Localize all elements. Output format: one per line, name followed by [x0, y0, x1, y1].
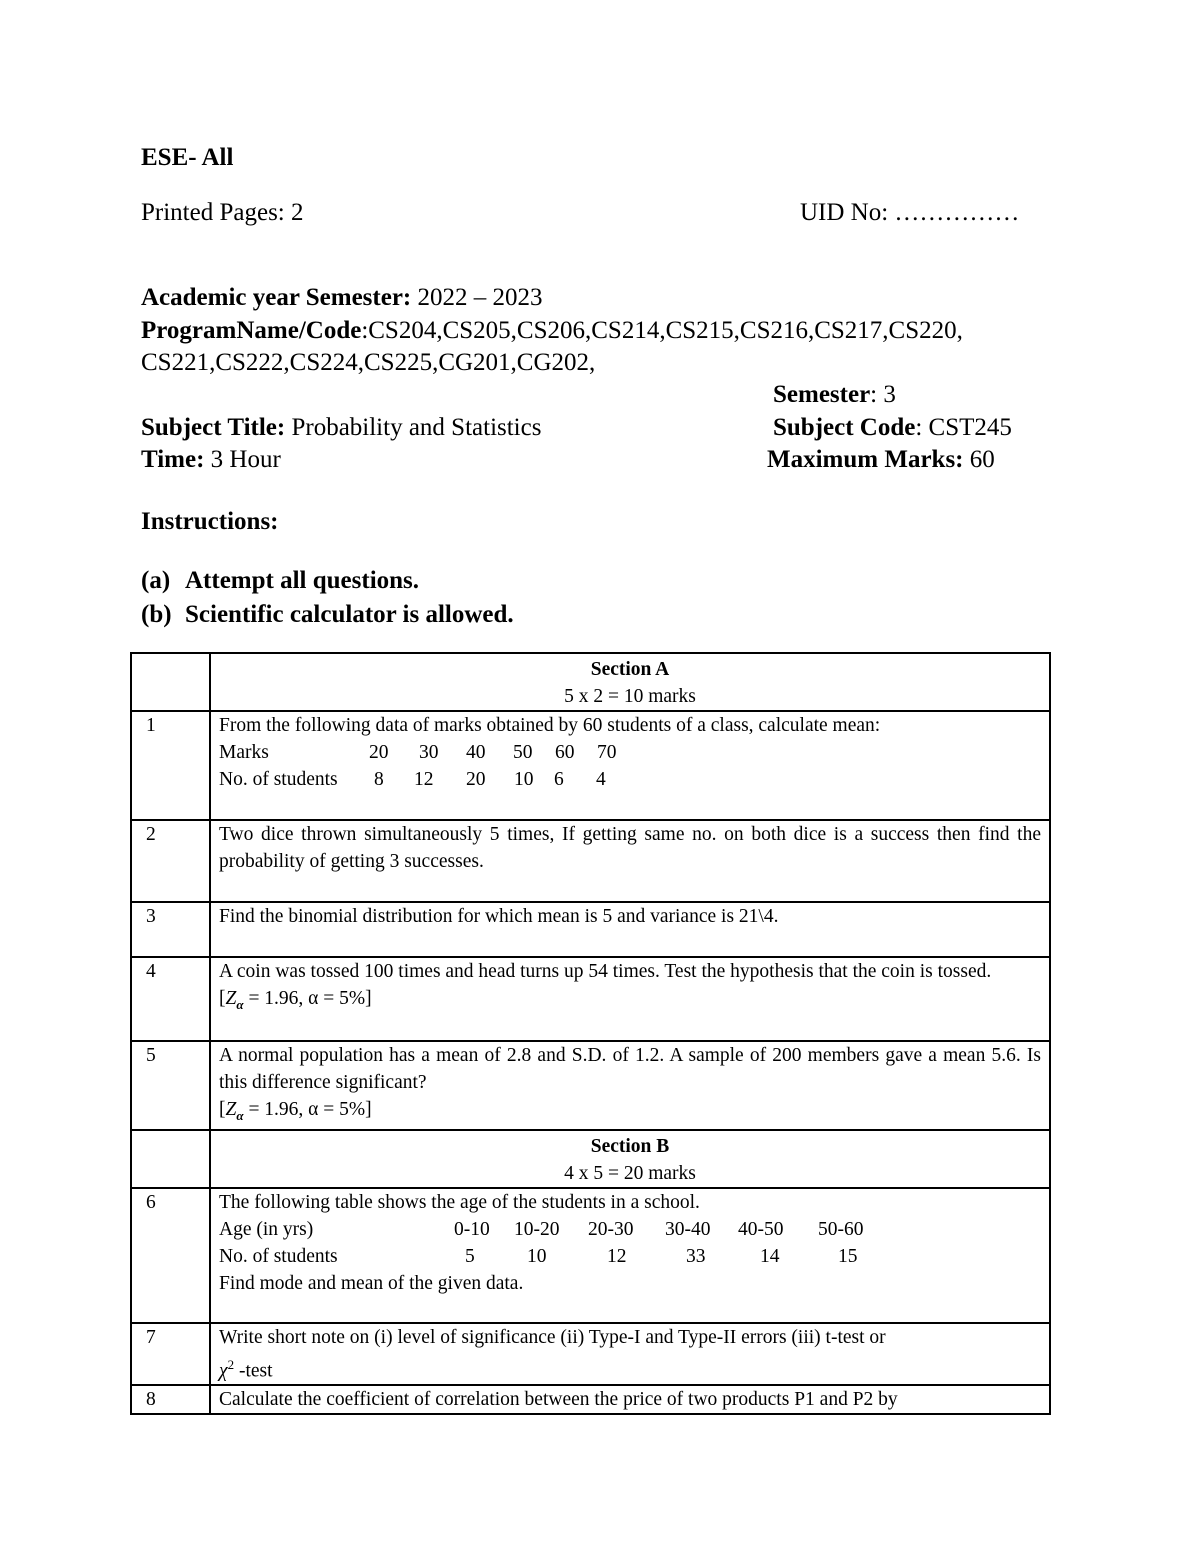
section-marks: 4 x 5 = 20 marks: [564, 1162, 696, 1184]
subject-code-label: Subject Code: [773, 414, 916, 441]
section-b-header-row: [131, 1130, 1050, 1188]
question-text-cell: [210, 1041, 1050, 1130]
chi-square-line: [219, 1351, 1041, 1385]
formula: [$Z_\alpha = 1.96$, α = 5%]: [219, 1099, 372, 1123]
question-text: Find the binomial distribution for which mean is 5 and variance is 21\4.: [219, 906, 779, 927]
max-marks-label: Maximum Marks:: [767, 446, 964, 473]
academic-year-label: Academic year Semester:: [141, 284, 412, 311]
program-value-line1: :CS204,CS205,CS206,CS214,CS215,CS216,CS217,CS220,: [361, 317, 963, 344]
question-footer: Find mode and mean of the given data.: [219, 1272, 524, 1294]
data-row-students: [219, 1243, 1041, 1270]
data-cell: 20: [369, 742, 389, 763]
instruction-marker: (a): [141, 567, 171, 594]
question-row: [131, 1385, 1050, 1414]
question-number: 2: [131, 820, 210, 902]
instruction-text: Scientific calculator is allowed.: [185, 601, 514, 628]
question-text: Two dice thrown simultaneously 5 times, If getting same no. on both dice is a success then find the probability of getting 3 successes.: [219, 824, 1041, 872]
empty-cell: [131, 1130, 210, 1188]
data-cell: 20-30: [588, 1218, 634, 1240]
program-label: ProgramName/Code: [141, 317, 362, 344]
instructions-heading: Instructions:: [141, 508, 279, 535]
formula-rest: = 1.96, α = 5%]: [243, 1099, 372, 1120]
data-row-marks: [219, 739, 1041, 766]
data-cell: 6: [554, 769, 564, 790]
semester-label: Semester: [773, 381, 871, 408]
question-number: 6: [131, 1188, 210, 1323]
question-text-cell: [210, 711, 1050, 820]
question-number: 3: [131, 902, 210, 957]
data-cell: 70: [597, 742, 617, 763]
question-row: [131, 1323, 1050, 1386]
question-row: [131, 820, 1050, 902]
maximum-marks: [767, 445, 995, 475]
chi-symbol: χ: [219, 1360, 228, 1382]
question-text: Write short note on (i) level of significance (ii) Type-I and Type-II errors (iii) t-test or: [219, 1326, 886, 1348]
academic-year-value: 2022 – 2023: [411, 284, 543, 311]
subject-title-value: Probability and Statistics: [285, 414, 542, 441]
question-text: A coin was tossed 100 times and head turns up 54 times. Test the hypothesis that the coin is tossed.: [219, 961, 992, 982]
question-text-cell: [210, 957, 1050, 1041]
data-cell: 14: [760, 1245, 780, 1267]
program-code-line1: [141, 316, 963, 346]
question-row: [131, 1041, 1050, 1130]
data-cell: 8: [374, 769, 384, 790]
section-marks: 5 x 2 = 10 marks: [564, 686, 696, 707]
instruction-marker: (b): [141, 601, 172, 628]
data-cell: 30-40: [665, 1218, 711, 1240]
question-text: From the following data of marks obtained by 60 students of a class, calculate mean:: [219, 715, 881, 736]
data-cell: 12: [607, 1245, 627, 1267]
section-b-header: [210, 1130, 1050, 1188]
data-cell: 30: [419, 742, 439, 763]
data-cell: 50-60: [818, 1218, 864, 1240]
data-cell: 20: [466, 769, 486, 790]
data-cell: 4: [596, 769, 606, 790]
question-row: [131, 711, 1050, 820]
question-number: 1: [131, 711, 210, 820]
semester: [773, 380, 896, 410]
data-cell: 5: [465, 1245, 475, 1267]
question-text-cell: [210, 1323, 1050, 1386]
question-number: 8: [131, 1385, 210, 1414]
instruction-text: Attempt all questions.: [185, 567, 420, 594]
chi-superscript: 2: [227, 1356, 235, 1372]
data-cell: 10: [514, 769, 534, 790]
subject-code-value: : CST245: [915, 414, 1012, 441]
question-text-cell: [210, 902, 1050, 957]
time: [141, 445, 281, 475]
data-cell: 15: [838, 1245, 858, 1267]
question-row: [131, 1188, 1050, 1323]
question-text-cell: [210, 1188, 1050, 1323]
question-text: Calculate the coefficient of correlation between the price of two products P1 and P2 by: [219, 1389, 898, 1411]
data-cell: 12: [414, 769, 434, 790]
subject-title-label: Subject Title:: [141, 414, 286, 441]
time-value: 3 Hour: [204, 446, 281, 473]
section-title: Section A: [590, 659, 670, 680]
questions-table: [130, 652, 1051, 1415]
chi-rest: -test: [234, 1360, 273, 1382]
question-row: [131, 902, 1050, 957]
exam-title: ESE- All: [141, 144, 234, 171]
uid-field: UID No: ……………: [800, 199, 1020, 226]
data-cell: 10-20: [514, 1218, 560, 1240]
data-cell: 60: [555, 742, 575, 763]
formula-rest: = 1.96, α = 5%]: [243, 988, 372, 1009]
empty-cell: [131, 653, 210, 711]
formula-z: Z: [225, 988, 237, 1009]
instruction-item: [141, 566, 420, 596]
printed-pages: Printed Pages: 2: [141, 199, 304, 226]
question-text-cell: [210, 1385, 1050, 1414]
question-number: 7: [131, 1323, 210, 1386]
section-a-header: [210, 653, 1050, 711]
section-title: Section B: [590, 1135, 670, 1157]
max-marks-value: 60: [963, 446, 995, 473]
semester-value: : 3: [870, 381, 896, 408]
time-label: Time:: [141, 446, 205, 473]
subject-title: [141, 413, 541, 443]
formula-subscript: α: [236, 996, 244, 1012]
data-cell: 40: [466, 742, 486, 763]
data-row-age: [219, 1216, 1041, 1243]
question-number: 4: [131, 957, 210, 1041]
formula-subscript: α: [236, 1107, 244, 1123]
data-row-label: Age (in yrs): [219, 1218, 314, 1240]
data-cell: 50: [513, 742, 533, 763]
question-number: 5: [131, 1041, 210, 1130]
subject-code: [773, 413, 1012, 443]
data-row-label: Marks: [219, 742, 269, 763]
academic-year: [141, 283, 543, 313]
data-cell: 33: [686, 1245, 706, 1267]
formula-z: Z: [225, 1099, 237, 1120]
question-text-cell: [210, 820, 1050, 902]
data-cell: 40-50: [738, 1218, 784, 1240]
instruction-item: [141, 600, 514, 630]
data-row-students: [219, 766, 1041, 793]
question-text: The following table shows the age of the students in a school.: [219, 1191, 700, 1213]
section-a-header-row: [131, 653, 1050, 711]
question-row: [131, 957, 1050, 1041]
data-cell: 0-10: [454, 1218, 490, 1240]
data-row-label: No. of students: [219, 769, 338, 790]
data-cell: 10: [527, 1245, 547, 1267]
program-code-line2: CS221,CS222,CS224,CS225,CG201,CG202,: [141, 349, 596, 376]
formula: [$Z_\alpha = 1.96$, α = 5%]: [219, 988, 372, 1012]
question-text: A normal population has a mean of 2.8 and S.D. of 1.2. A sample of 200 members gave a mean 5.6. Is this difference significant?: [219, 1045, 1041, 1093]
data-row-label: No. of students: [219, 1245, 338, 1267]
